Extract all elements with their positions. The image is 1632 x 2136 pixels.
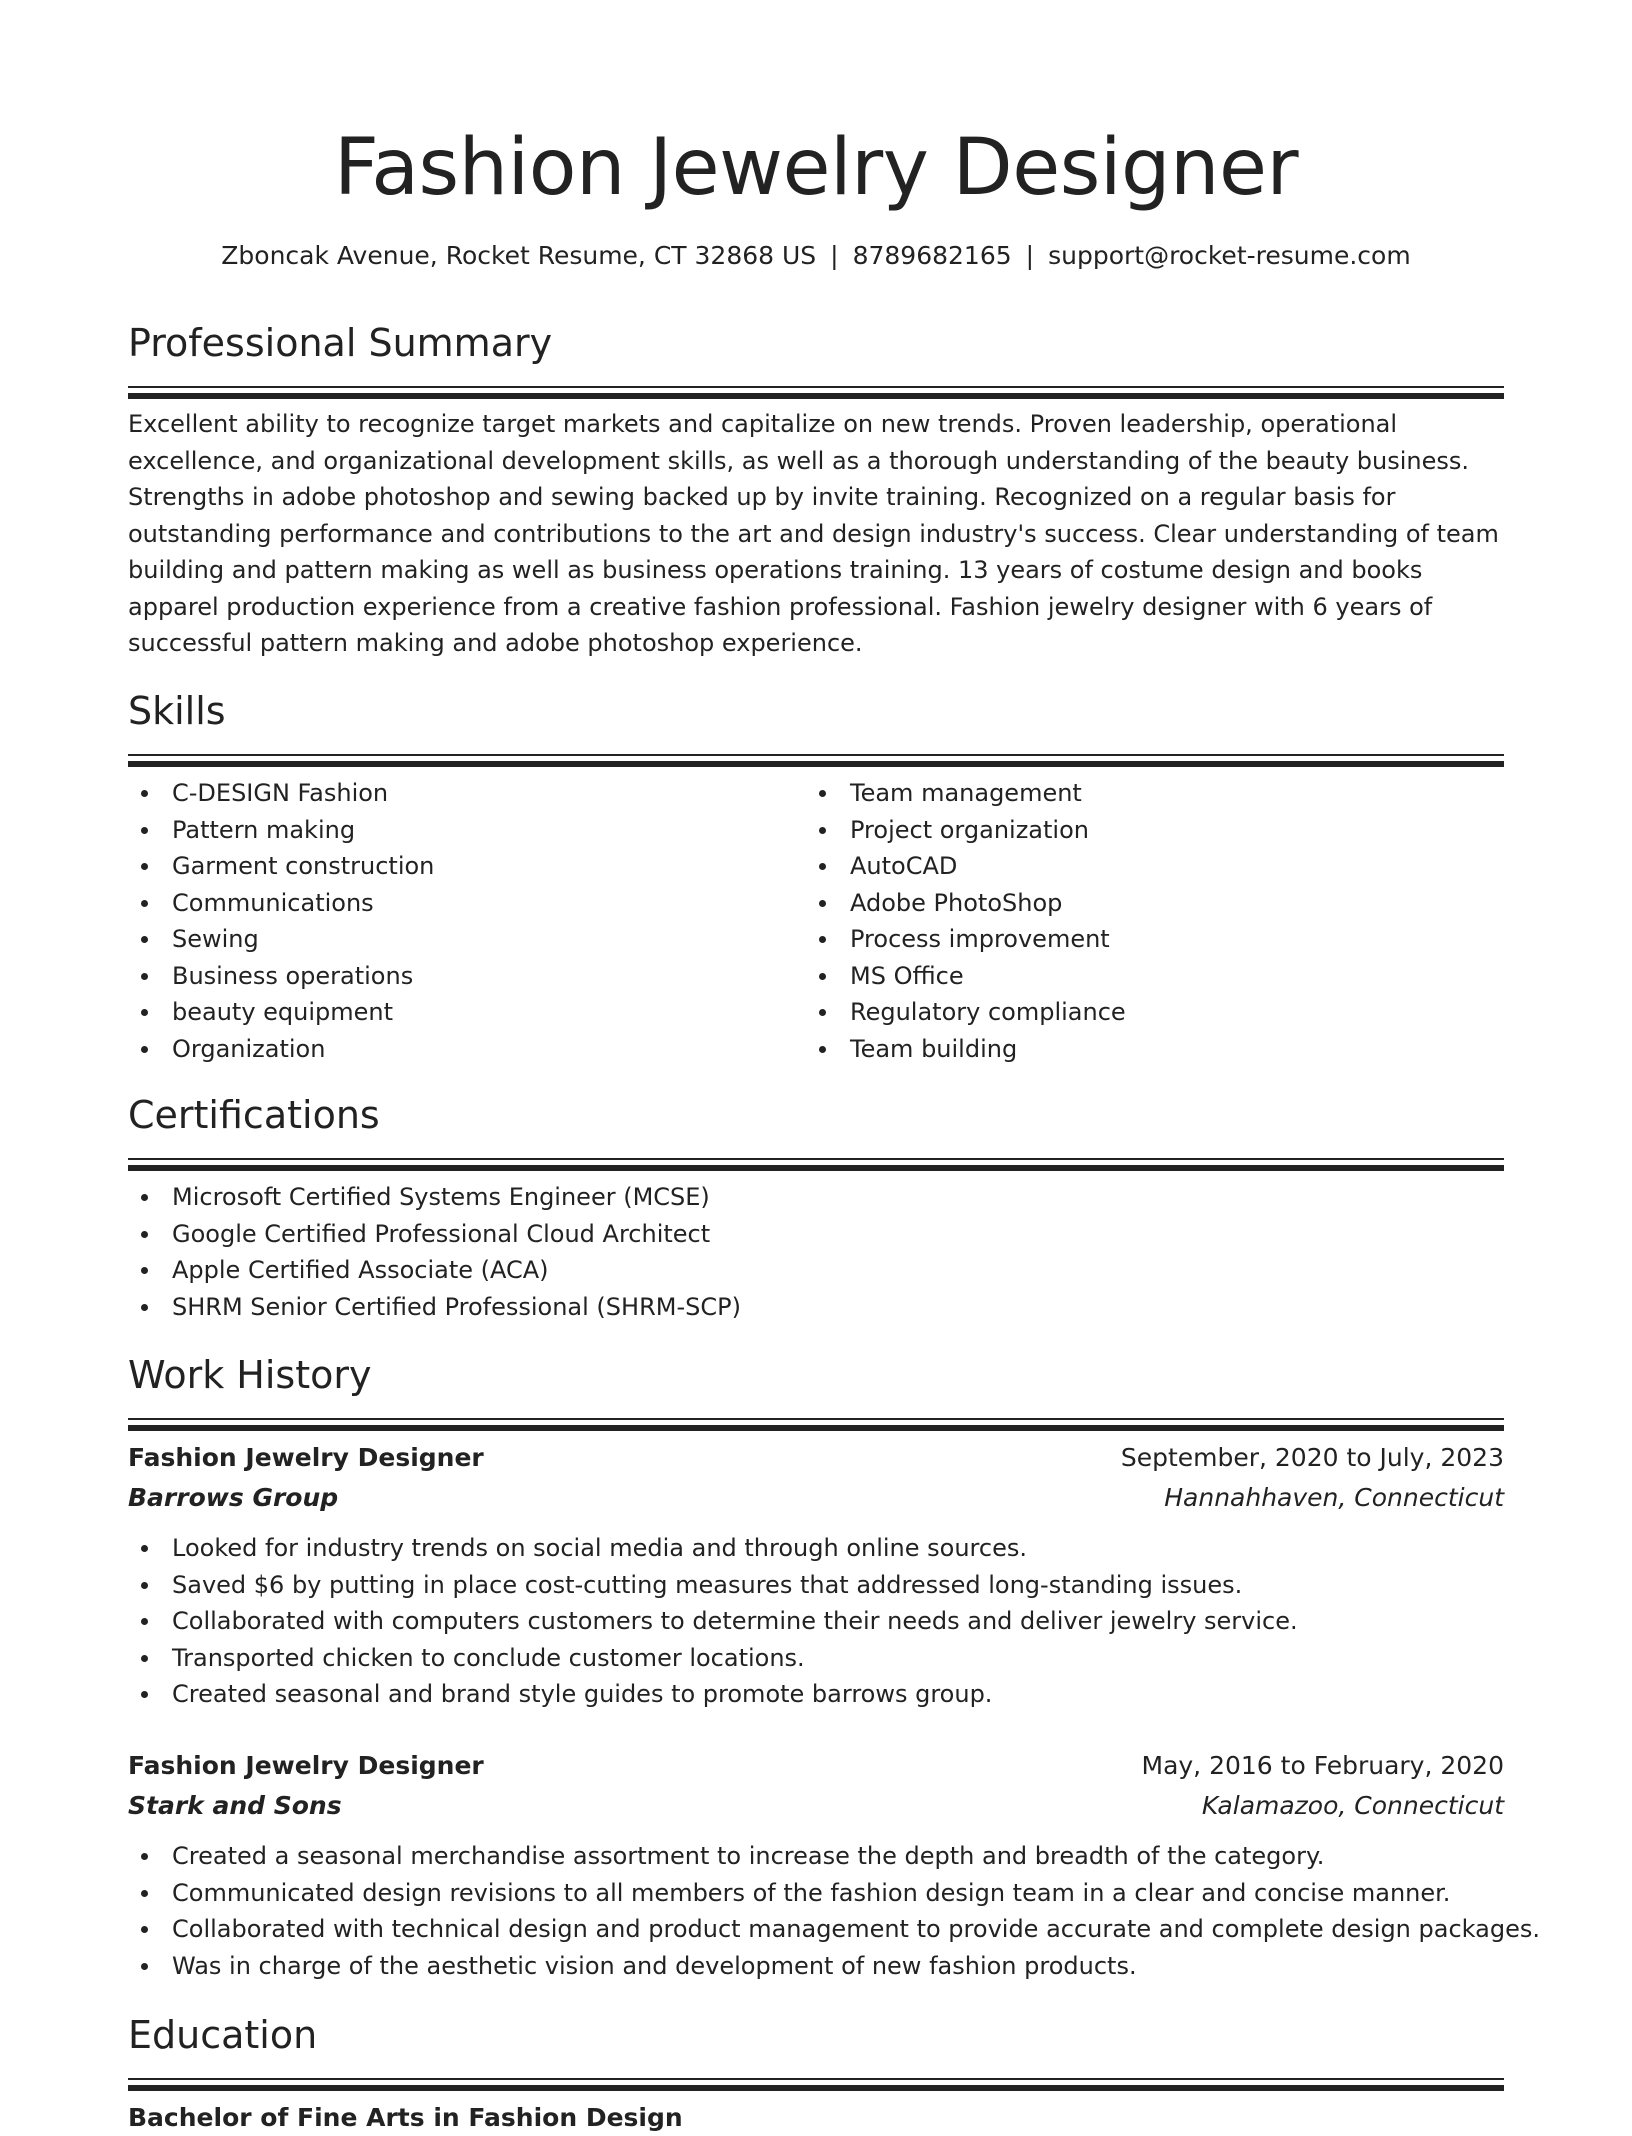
skill-item: Project organization [806,812,1504,849]
section-certifications [128,1090,1504,1171]
skill-item: AutoCAD [806,848,1504,885]
job-location: Hannahhaven, Connecticut [1164,1483,1504,1512]
certifications-list [128,1179,1504,1325]
job-duty: Collaborated with technical design and product management to provide accurate and complete design packages. [128,1911,1504,1948]
job-header [128,1438,1504,1478]
job-duty: Collaborated with computers customers to determine their needs and deliver jewelry service. [128,1603,1504,1640]
job-duties [128,1530,1504,1713]
job-duty: Was in charge of the aesthetic vision and development of new fashion products. [128,1948,1504,1985]
section-title: Education [128,2013,318,2057]
certification-item: Microsoft Certified Systems Engineer (MCSE) [128,1179,1504,1216]
contact-phone: 8789682165 [852,241,1012,270]
skills-column-right [806,775,1504,1067]
job-duty: Communicated design revisions to all members of the fashion design team in a clear and concise manner. [128,1875,1504,1912]
skill-item: Adobe PhotoShop [806,885,1504,922]
education-degree: Bachelor of Fine Arts in Fashion Design [128,2103,683,2132]
skill-item: Business operations [128,958,806,995]
job-entry [128,1438,1504,1713]
resume-name: Fashion Jewelry Designer [333,123,1299,213]
skill-item: Process improvement [806,921,1504,958]
section-title: Certifications [128,1093,380,1137]
contact-separator: | [1025,241,1035,270]
section-title: Skills [128,689,226,733]
contact-separator: | [830,241,839,270]
section-professional-summary [128,318,1504,399]
job-entry [128,1746,1540,1984]
job-dates: May, 2016 to February, 2020 [1141,1751,1504,1780]
job-subheader [128,1478,1504,1518]
contact-line [128,238,1504,274]
job-duty: Created a seasonal merchandise assortment to increase the depth and breadth of the category. [128,1838,1504,1875]
skill-item: Sewing [128,921,806,958]
job-duty: Created seasonal and brand style guides to promote barrows group. [128,1676,1504,1713]
job-company: Barrows Group [128,1483,339,1512]
certification-item: SHRM Senior Certified Professional (SHRM-SCP) [128,1289,1504,1326]
skill-item: Team building [806,1031,1504,1068]
contact-address: Zboncak Avenue, Rocket Resume, CT 32868 US [221,241,817,270]
section-divider [128,754,1504,767]
skill-item: MS Office [806,958,1504,995]
section-divider [128,2078,1504,2091]
skills-column-left [128,775,806,1067]
section-work-history [128,1350,1504,1431]
skill-item: beauty equipment [128,994,806,1031]
skill-item: Team management [806,775,1504,812]
section-title: Work History [128,1353,372,1397]
certification-item: Apple Certified Associate (ACA) [128,1252,1504,1289]
section-divider [128,386,1504,399]
job-subheader [128,1786,1504,1826]
section-title: Professional Summary [128,321,553,365]
section-education [128,2010,1504,2091]
skill-item: Regulatory compliance [806,994,1504,1031]
job-duty: Looked for industry trends on social media and through online sources. [128,1530,1504,1567]
job-company: Stark and Sons [128,1791,342,1820]
job-dates: September, 2020 to July, 2023 [1120,1443,1504,1472]
summary-text: Excellent ability to recognize target markets and capitalize on new trends. Proven leadership, operational excellence, and organizational development skills, as well as a thorough understanding of the beauty business. Strengths in adobe photoshop and sewing backed up by invite training. Recognized on a regular basis for outstanding performance and contributions to the art and design industry's success. Clear understanding of team building and pattern making as well as business operations training. 13 years of costume design and books apparel production experience from a creative fashion professional. Fashion jewelry designer with 6 years of successful pattern making and adobe photoshop experience. [128,410,1499,657]
skill-item: Pattern making [128,812,806,849]
job-title: Fashion Jewelry Designer [128,1751,484,1780]
certification-item: Google Certified Professional Cloud Architect [128,1216,1504,1253]
job-duty: Saved $6 by putting in place cost-cutting measures that addressed long-standing issues. [128,1567,1504,1604]
skill-item: C-DESIGN Fashion [128,775,806,812]
job-location: Kalamazoo, Connecticut [1201,1791,1504,1820]
section-divider [128,1158,1504,1171]
skill-item: Organization [128,1031,806,1068]
contact-email: support@rocket-resume.com [1048,241,1411,270]
job-duty: Transported chicken to conclude customer locations. [128,1640,1504,1677]
job-duties [128,1838,1540,1984]
skill-item: Communications [128,885,806,922]
job-header [128,1746,1504,1786]
skill-item: Garment construction [128,848,806,885]
section-skills [128,686,1504,767]
job-title: Fashion Jewelry Designer [128,1443,484,1472]
section-divider [128,1418,1504,1431]
